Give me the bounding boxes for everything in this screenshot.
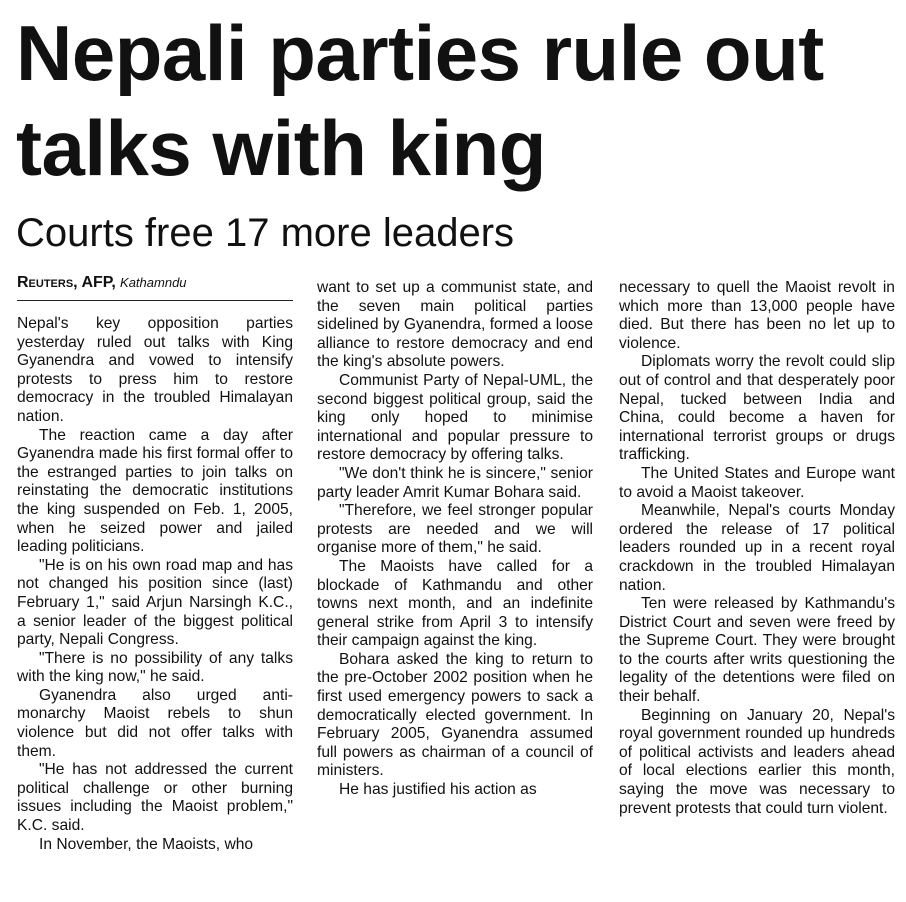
subheadline: Courts free 17 more leaders (16, 211, 515, 255)
paragraph: Diplomats worry the revolt could slip out of control and that desperately poor Nepal, tucked between India and China, could become a haven for international terrorist groups or drugs trafficking. (619, 353, 895, 464)
paragraph: "He has not addressed the current political challenge or other burning issues including the Maoist problem," K.C. said. (17, 761, 293, 835)
paragraph: "Therefore, we feel stronger popular protests are needed and we will organise more of them," he said. (317, 502, 593, 557)
paragraph: "We don't think he is sincere," senior party leader Amrit Kumar Bohara said. (317, 464, 593, 501)
paragraph: Bohara asked the king to return to the pre-October 2002 position when he first used emergency powers to sack a democratically elected government. In February 2005, Gyanendra assumed full powers as chairman of a council of ministers. (317, 650, 593, 780)
paragraph-continued: necessary to quell the Maoist revolt in which more than 13,000 people have died. But there has been no let up to violence. (619, 279, 895, 352)
paragraph: The reaction came a day after Gyanendra made his first formal offer to the estranged parties to join talks on reinstating the democratic institutions the king suspended on Feb. 1, 2005, when he seized power and jailed leading politicians. (17, 426, 293, 556)
byline (17, 272, 293, 301)
byline-agencies: Reuters, AFP, (17, 274, 116, 291)
paragraph: The United States and Europe want to avoid a Maoist takeover. (619, 464, 895, 501)
paragraph: Nepal's key opposition parties yesterday ruled out talks with King Gyanendra and vowed to intensify protests to press him to restore democracy in the troubled Himalayan nation. (17, 315, 293, 425)
article-column-2 (317, 279, 593, 800)
paragraph: "There is no possibility of any talks with the king now," he said. (17, 649, 293, 686)
paragraph: He has justified his action as (339, 781, 537, 799)
paragraph: "He is on his own road map and has not changed his position since (last) February 1," said Arjun Narsingh K.C., a senior leader of the biggest political party, Nepali Congress. (17, 556, 293, 649)
paragraph: Communist Party of Nepal-UML, the second biggest political group, said the king only hoped to minimise international and popular pressure to restore democracy by offering talks. (317, 371, 593, 464)
paragraph: Meanwhile, Nepal's courts Monday ordered the release of 17 political leaders rounded up in a recent royal crackdown in the troubled Himalayan nation. (619, 502, 895, 594)
article-column-1 (17, 272, 293, 854)
paragraph: Ten were released by Kathmandu's District Court and seven were freed by the Supreme Court. They were brought to the courts after writs questioning the legality of the detentions were filed on their behalf. (619, 595, 895, 706)
paragraph: The Maoists have called for a blockade of Kathmandu and other towns next month, and an indefinite general strike from April 3 to intensify their campaign against the king. (317, 557, 593, 650)
byline-location: Kathamndu (120, 275, 187, 290)
paragraph: In November, the Maoists, who (39, 835, 254, 853)
paragraph-continued: want to set up a communist state, and the seven main political parties sidelined by Gyanendra, formed a loose alliance to restore democracy and end the king's absolute powers. (317, 279, 593, 371)
headline: Nepali parties rule out talks with king (16, 9, 824, 192)
paragraph: Gyanendra also urged anti-monarchy Maoist rebels to shun violence but did not offer talks with them. (17, 686, 293, 760)
paragraph: Beginning on January 20, Nepal's royal government rounded up hundreds of political activists and leaders ahead of local elections earlier this month, saying the move was necessary to prevent protests that could turn violent. (619, 706, 895, 817)
article-column-3 (619, 279, 895, 818)
